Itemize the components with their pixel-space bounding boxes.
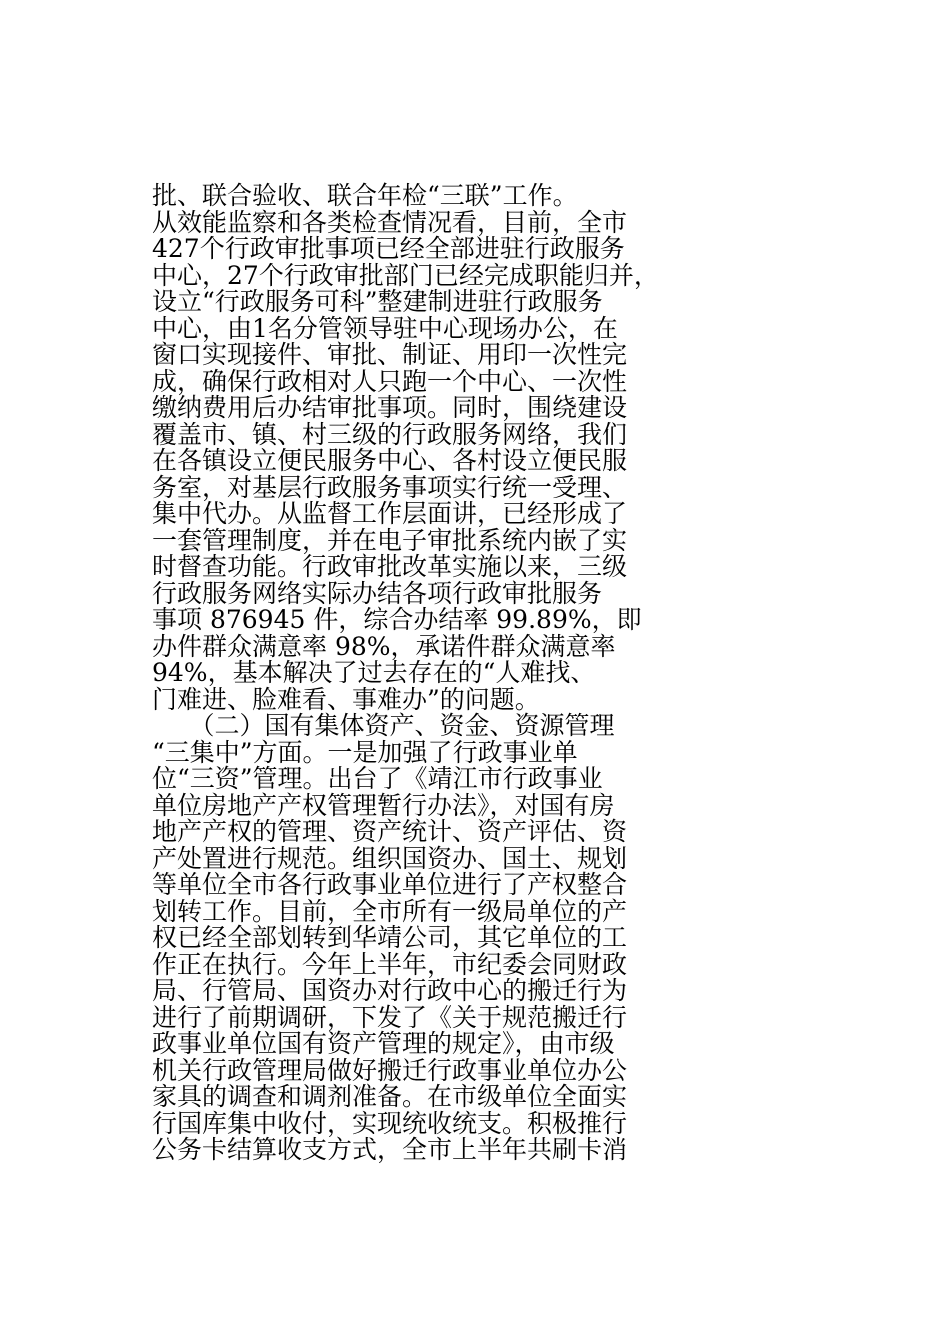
text-line: 事项 876945 件，综合办结率 99.89%，即 [152,605,642,634]
text-line: 产处置进行规范。组织国资办、国土、规划 [152,843,628,873]
text-line: （二）国有集体资产、资金、资源管理 [152,711,615,740]
text-line: 进行了前期调研，下发了《关于规范搬迁行 [152,1002,628,1032]
text-line: 作正在执行。今年上半年，市纪委会同财政 [152,949,628,979]
text-line: 集中代办。从监督工作层面讲，已经形成了 [152,499,628,528]
text-line: 窗口实现接件、审批、制证、用印一次性完 [152,340,628,369]
text-line: 中心，由1名分管领导驻中心现场办公，在 [152,313,618,343]
text-line: 位“三资”管理。出台了《靖江市行政事业 [152,764,603,793]
text-line: 时督查功能。行政审批改革实施以来，三级 [152,552,628,581]
text-line: “三集中”方面。一是加强了行政事业单 [152,737,578,767]
text-line: 批、联合验收、联合年检“三联”工作。 [152,181,578,210]
text-line: 成，确保行政相对人只跑一个中心、一次性 [152,366,628,396]
text-line: 门难进、脸难看、事难办”的问题。 [152,684,540,714]
text-line: 局、行管局、国资办对行政中心的搬迁行为 [152,976,628,1005]
text-line: 94%，基本解决了过去存在的“人难找、 [152,658,596,687]
text-line: 行国库集中收付，实现统收统支。积极推行 [152,1108,628,1138]
text-line: 划转工作。目前，全市所有一级局单位的产 [152,896,628,926]
text-line: 427个行政审批事项已经全部进驻行政服务 [152,234,625,263]
text-line: 在各镇设立便民服务中心、各村设立便民服 [152,446,628,475]
text-line: 单位房地产产权管理暂行办法》，对国有房 [152,790,615,820]
text-line: 一套管理制度，并在电子审批系统内嵌了实 [152,525,628,555]
text-line: 办件群众满意率 98%，承诺件群众满意率 [152,631,616,661]
text-line: 中心，27个行政审批部门已经完成职能归并， [152,260,659,290]
text-line: 缴纳费用后办结审批事项。同时，围绕建设 [152,393,628,422]
text-line: 政事业单位国有资产管理的规定》，由市级 [152,1029,615,1058]
text-line: 公务卡结算收支方式，全市上半年共刷卡消 [152,1135,628,1164]
text-line: 覆盖市、镇、村三级的行政服务网络，我们 [152,419,628,449]
text-line: 从效能监察和各类检查情况看，目前，全市 [152,207,628,237]
text-line: 家具的调查和调剂准备。在市级单位全面实 [152,1082,628,1111]
text-line: 设立“行政服务可科”整建制进驻行政服务 [152,287,603,316]
text-line: 务室，对基层行政服务事项实行统一受理、 [152,472,628,502]
text-line: 等单位全市各行政事业单位进行了产权整合 [152,870,628,899]
text-line: 机关行政管理局做好搬迁行政事业单位办公 [152,1055,628,1085]
text-line: 行政服务网络实际办结各项行政审批服务 [152,578,603,608]
text-line: 地产产权的管理、资产统计、资产评估、资 [152,817,628,846]
text-line: 权已经全部划转到华靖公司，其它单位的工 [152,923,628,952]
document-body [152,183,842,1164]
